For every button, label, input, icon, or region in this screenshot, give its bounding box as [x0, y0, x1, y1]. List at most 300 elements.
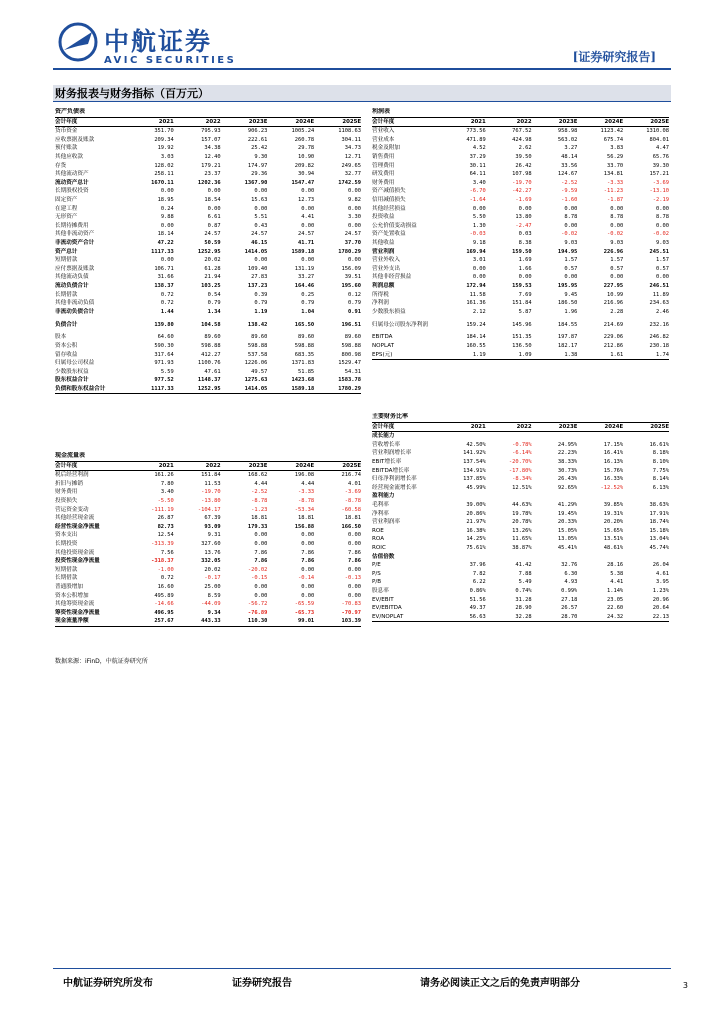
row-label: 少数股东权益 — [55, 368, 89, 375]
row-value: 151.84 — [512, 300, 532, 307]
row-value: 675.74 — [603, 136, 624, 143]
row-label: 管理费用 — [372, 162, 395, 169]
row-value: -5.50 — [157, 498, 174, 505]
row-value: 1108.63 — [338, 128, 361, 135]
table-title-row — [372, 413, 669, 422]
row-label: EBITDA增长率 — [372, 467, 410, 474]
header-label: 会计年度 — [372, 422, 440, 432]
footer-publisher: 中航证券研究所发布 — [63, 978, 153, 989]
row-label: ROE — [372, 527, 384, 534]
header-label: 会计年度 — [372, 117, 440, 127]
row-value: 0.00 — [160, 188, 174, 195]
row-value: 194.95 — [557, 248, 578, 255]
row-value: 11.53 — [204, 480, 221, 487]
row-value: 443.33 — [174, 617, 221, 626]
row-value: 151.35 — [512, 334, 532, 341]
row-value: -1.00 — [157, 566, 174, 573]
row-label: 营业外收入 — [372, 257, 400, 264]
year-header: 2024E — [577, 117, 623, 127]
year-header: 2025E — [314, 117, 361, 127]
row-value: 49.57 — [251, 368, 268, 375]
row-value: 222.61 — [247, 136, 268, 143]
row-value: 0.00 — [472, 265, 486, 272]
row-value: 67.39 — [204, 515, 221, 522]
row-value: 82.73 — [157, 523, 174, 530]
row-value: 19.92 — [157, 145, 174, 152]
row-value: 7.69 — [518, 291, 532, 298]
row-value: 226.96 — [603, 248, 624, 255]
row-label: 其他流动负债 — [55, 274, 89, 281]
table-row — [55, 333, 361, 342]
table-row — [372, 136, 669, 145]
row-value: 47.22 — [157, 240, 174, 246]
row-value: 20.33% — [557, 519, 578, 526]
row-value: 0.00 — [301, 541, 315, 548]
row-value: 39.30 — [652, 162, 669, 169]
row-value: 598.88 — [294, 342, 315, 349]
row-value: 195.95 — [557, 282, 578, 289]
row-value: 977.52 — [154, 377, 174, 384]
row-value: 3.40 — [160, 489, 174, 496]
table-row — [372, 518, 669, 527]
ratio-group-label: 盈利能力 — [372, 493, 395, 500]
row-value: 8.18% — [652, 450, 669, 457]
row-value: 12.71 — [344, 154, 361, 161]
row-value: -0.02 — [606, 231, 624, 238]
row-value: 41.42 — [515, 562, 532, 569]
row-value: 1.30 — [472, 222, 486, 229]
row-value: 45.99% — [466, 484, 486, 491]
row-value: 22.23% — [557, 450, 578, 457]
row-value: -2.47 — [515, 222, 532, 229]
row-label: 销售费用 — [372, 154, 395, 161]
row-value: 2.62 — [518, 145, 532, 152]
row-value: -111.19 — [151, 506, 174, 513]
row-value: 49.37 — [469, 605, 486, 612]
row-value: 1589.18 — [267, 385, 314, 394]
table-title-row — [55, 452, 361, 461]
row-value: 1414.05 — [244, 248, 268, 255]
table-row — [372, 153, 669, 162]
row-value: 64.60 — [157, 334, 174, 341]
row-value: 47.61 — [204, 368, 221, 375]
table-row — [372, 308, 669, 317]
row-value: 0.00 — [656, 274, 669, 281]
row-label: 营业利润 — [372, 248, 395, 255]
row-value: 38.63% — [649, 502, 669, 509]
row-value: 30.11 — [469, 162, 486, 169]
row-value: 109.40 — [247, 265, 268, 272]
row-value: 26.42 — [515, 162, 532, 169]
row-label: 毛利率 — [372, 502, 389, 509]
year-header: 2023E — [221, 117, 268, 127]
row-value: 249.65 — [341, 162, 361, 169]
row-value: 8.78 — [564, 214, 578, 221]
row-label: 应付票据及账款 — [55, 265, 95, 272]
row-value: 20.64 — [652, 605, 669, 612]
row-value: 7.56 — [160, 549, 174, 556]
row-value: 8.59 — [207, 592, 221, 599]
row-value: 39.00% — [466, 502, 486, 509]
table-row — [372, 265, 669, 274]
row-value: 0.00 — [472, 274, 486, 281]
row-value: 29.36 — [251, 171, 268, 178]
row-value: -0.02 — [561, 231, 578, 238]
row-label: 其他经营损益 — [372, 205, 406, 212]
table-row — [372, 578, 669, 587]
row-value: 1780.29 — [338, 248, 361, 255]
row-value: 304.11 — [341, 136, 361, 143]
row-value: 13.05% — [557, 536, 578, 543]
row-value: 24.57 — [251, 231, 268, 238]
row-value: 1.09 — [486, 350, 532, 359]
row-value: 20.20% — [603, 519, 624, 526]
row-label: ROA — [372, 536, 385, 543]
row-value: 2.46 — [656, 308, 669, 315]
row-value: 103.39 — [314, 617, 361, 626]
row-label: 财务费用 — [55, 489, 78, 496]
row-value: 767.52 — [512, 128, 532, 135]
table-row — [372, 196, 669, 205]
row-value: 11.65% — [512, 536, 532, 543]
row-value: 159.24 — [466, 321, 486, 328]
row-label: 长期借款 — [55, 575, 78, 582]
row-value: -2.52 — [561, 179, 578, 186]
table-row — [372, 248, 669, 257]
table-row — [55, 136, 361, 145]
row-value: 6.13% — [652, 484, 669, 491]
row-label: 长期借款 — [55, 291, 78, 298]
row-value: 227.95 — [603, 282, 624, 289]
year-header: 2023E — [532, 422, 578, 432]
row-value: -3.69 — [652, 179, 669, 186]
row-value: 0.00 — [160, 222, 174, 229]
row-value: -6.14% — [512, 450, 532, 457]
row-value: 50.59 — [204, 240, 221, 246]
row-value: 12.54 — [157, 532, 174, 539]
row-value: 29.78 — [297, 145, 315, 152]
table-row — [55, 282, 361, 291]
table-row — [372, 187, 669, 196]
row-value: 7.86 — [348, 549, 361, 556]
table-row — [55, 592, 361, 601]
row-value: 9.30 — [254, 154, 268, 161]
row-value: 12.51% — [512, 484, 532, 491]
row-value: 11.89 — [652, 291, 669, 298]
row-value: 8.10% — [652, 459, 669, 466]
table-row — [372, 342, 669, 351]
row-value: 230.18 — [649, 342, 669, 349]
row-value: 137.54% — [463, 459, 486, 466]
row-value: 0.00 — [564, 274, 578, 281]
row-value: 0.00 — [254, 205, 268, 212]
row-value: -8.78 — [344, 498, 361, 505]
row-label: 现金流量净额 — [55, 617, 127, 626]
row-value: 16.60 — [157, 584, 174, 590]
row-value: 1.66 — [518, 265, 532, 272]
row-value: 0.99% — [561, 587, 578, 594]
row-value: 1.34 — [207, 308, 221, 315]
row-value: 17.91% — [649, 510, 669, 517]
table-row — [55, 342, 361, 351]
row-label: 在建工程 — [55, 205, 78, 212]
table-row — [372, 273, 669, 282]
row-value: 1414.05 — [221, 385, 268, 394]
table-row — [55, 359, 361, 368]
row-value: 598.88 — [247, 342, 268, 349]
table-row — [372, 144, 669, 153]
row-value: 92.65% — [557, 484, 578, 491]
row-label: 长期股权投资 — [55, 188, 89, 195]
row-value: -0.03 — [469, 231, 486, 238]
row-value: -13.80 — [201, 498, 221, 505]
row-value: 151.84 — [201, 472, 221, 479]
table-row — [372, 179, 669, 188]
row-value: -19.70 — [512, 179, 532, 186]
row-value: 0.00 — [348, 532, 361, 539]
row-value: -0.02 — [652, 231, 669, 238]
row-value: 19.78% — [512, 510, 532, 517]
row-value: 37.96 — [469, 562, 486, 569]
row-value: 56.63 — [440, 613, 486, 622]
row-value: 1670.11 — [151, 179, 174, 186]
row-value: 196.51 — [341, 321, 361, 328]
row-value: 28.90 — [515, 605, 532, 612]
table-row — [55, 290, 361, 299]
table-row — [55, 471, 361, 480]
row-label: 资产总计 — [55, 248, 78, 255]
table-row — [55, 488, 361, 497]
table-row — [55, 127, 361, 136]
row-label: 投资收益 — [372, 214, 395, 221]
row-value: 3.40 — [472, 179, 486, 186]
row-value: 8.78 — [656, 214, 669, 221]
table-row — [372, 350, 669, 359]
row-value: 15.76% — [603, 467, 624, 474]
row-label: 应收票据及账款 — [55, 136, 95, 143]
row-label: ROIC — [372, 545, 386, 551]
row-value: 7.86 — [254, 558, 268, 565]
row-label: 流动负债合计 — [55, 282, 89, 289]
row-value: 1117.33 — [151, 248, 174, 255]
row-value: -53.34 — [294, 506, 315, 513]
table-row — [372, 613, 669, 622]
row-value: 18.95 — [157, 197, 174, 204]
row-value: 8.78 — [610, 214, 624, 221]
row-value: 495.89 — [154, 592, 174, 599]
row-value: 31.28 — [515, 596, 532, 603]
table-row — [372, 527, 669, 536]
row-label: 资本支出 — [55, 532, 78, 539]
row-value: 156.88 — [294, 523, 315, 530]
row-value: 24.57 — [297, 231, 315, 238]
row-value: 0.57 — [610, 265, 624, 272]
row-value: 51.85 — [297, 368, 315, 375]
row-label: 非流动负债合计 — [55, 308, 95, 315]
row-value: 795.93 — [201, 128, 221, 135]
row-value: -12.52% — [600, 484, 624, 491]
row-label: 其他经营现金流 — [55, 515, 95, 522]
row-value: 32.77 — [344, 171, 361, 178]
row-value: 39.50 — [515, 154, 532, 161]
table-row — [372, 256, 669, 265]
row-value: 41.29% — [557, 502, 578, 509]
row-value: 0.00 — [254, 584, 268, 590]
row-value: 13.26% — [512, 527, 532, 534]
year-header: 2023E — [221, 461, 268, 471]
table-row — [372, 290, 669, 299]
row-value: 5.50 — [472, 214, 486, 221]
row-value: 33.70 — [606, 162, 624, 169]
row-value: 683.35 — [294, 351, 315, 358]
row-value: 18.54 — [204, 197, 221, 204]
row-value: 214.69 — [603, 321, 624, 328]
year-header: 2023E — [532, 117, 578, 127]
row-value: 1252.95 — [174, 385, 221, 394]
table-row — [55, 230, 361, 239]
table-title: 资产负债表 — [55, 108, 86, 116]
row-value: 51.56 — [469, 596, 486, 603]
row-value: 136.50 — [512, 342, 532, 349]
row-value: 20.96 — [652, 596, 669, 603]
row-value: 13.76 — [204, 549, 221, 556]
row-value: 9.34 — [207, 609, 221, 616]
row-value: 99.01 — [267, 617, 314, 626]
row-value: 4.47 — [656, 145, 669, 152]
row-value: 22.60 — [606, 605, 624, 612]
table-row — [55, 153, 361, 162]
balance-sheet-table — [55, 108, 361, 394]
row-value: 157.21 — [649, 171, 669, 178]
row-value: 164.46 — [294, 282, 315, 289]
year-header: 2024E — [267, 117, 314, 127]
row-label: 其他收益 — [372, 240, 395, 246]
row-value: 800.98 — [341, 351, 361, 358]
year-header: 2025E — [623, 117, 669, 127]
cash-flow-table — [55, 452, 361, 627]
table-row — [55, 239, 361, 248]
row-value: -13.10 — [649, 188, 669, 195]
table-row — [372, 299, 669, 308]
row-value: 4.41 — [301, 214, 315, 221]
table-title: 主要财务比率 — [372, 413, 409, 421]
ratio-group-row — [372, 432, 669, 441]
row-value: 22.13 — [623, 613, 669, 622]
row-value: 2.12 — [472, 308, 486, 315]
row-label: 税后经营利润 — [55, 472, 89, 479]
row-value: 971.93 — [154, 360, 174, 367]
row-value: 159.50 — [512, 248, 532, 255]
row-value: 260.78 — [294, 136, 315, 143]
row-value: 2.28 — [610, 308, 624, 315]
row-value: 0.79 — [254, 300, 268, 307]
row-value: 8.38 — [518, 240, 532, 246]
row-value: 16.41% — [603, 450, 624, 457]
row-value: -76.89 — [247, 609, 268, 616]
row-value: 18.81 — [297, 515, 315, 522]
row-value: 0.24 — [160, 205, 174, 212]
page-number: 3 — [682, 981, 688, 990]
table-row — [372, 316, 669, 333]
row-value: 196.08 — [294, 472, 315, 479]
row-value: -44.09 — [201, 601, 221, 608]
table-row — [372, 587, 669, 596]
row-value: 179.33 — [247, 523, 268, 530]
row-label: 公允价值变动损益 — [372, 222, 417, 229]
row-value: 804.01 — [649, 136, 669, 143]
row-value: -104.17 — [197, 506, 221, 513]
row-value: 1.57 — [656, 257, 669, 264]
year-header: 2022 — [174, 461, 221, 471]
row-value: 0.00 — [610, 222, 624, 229]
table-row — [372, 510, 669, 519]
row-value: 234.63 — [649, 300, 669, 307]
row-value: 257.67 — [127, 617, 174, 626]
row-value: 195.60 — [341, 282, 361, 289]
table-row — [55, 222, 361, 231]
row-value: 229.06 — [603, 334, 624, 341]
row-label: 负债合计 — [55, 321, 78, 328]
row-value: 246.82 — [649, 334, 669, 341]
row-value: 186.50 — [557, 300, 578, 307]
row-value: 38.33% — [557, 459, 578, 466]
footer-divider — [53, 968, 671, 969]
row-value: 0.00 — [518, 205, 532, 212]
table-row — [55, 600, 361, 609]
row-value: 0.00 — [301, 566, 315, 573]
row-value: 1.69 — [518, 257, 532, 264]
row-label: 筹资性现金净流量 — [55, 609, 100, 616]
row-value: -2.52 — [251, 489, 268, 496]
row-value: 0.87 — [207, 222, 221, 229]
table-row — [372, 239, 669, 248]
row-value: 773.56 — [466, 128, 486, 135]
row-value: -9.59 — [561, 188, 578, 195]
row-value: -1.64 — [469, 197, 486, 204]
row-value: 1.14% — [606, 587, 624, 594]
row-value: 7.82 — [472, 570, 486, 577]
row-value: 0.00 — [301, 584, 315, 590]
table-row — [372, 230, 669, 239]
row-value: 245.51 — [649, 248, 669, 255]
table-row — [55, 480, 361, 489]
row-value: -56.72 — [247, 601, 268, 608]
row-value: 4.44 — [254, 480, 268, 487]
row-value: 13.51% — [603, 536, 624, 543]
row-value: 24.57 — [344, 231, 361, 238]
row-value: 0.00 — [301, 257, 315, 264]
row-value: 20.86% — [466, 510, 486, 517]
row-value: 16.38% — [466, 527, 486, 534]
row-value: 45.74% — [649, 545, 669, 551]
row-value: 10.99 — [606, 291, 624, 298]
row-value: -1.69 — [515, 197, 532, 204]
row-value: 184.55 — [557, 321, 578, 328]
table-row — [372, 535, 669, 544]
row-value: 598.88 — [341, 342, 361, 349]
row-value: 169.94 — [466, 248, 486, 255]
row-label: 净利润 — [372, 300, 389, 307]
row-label: 其他非经营损益 — [372, 274, 412, 281]
row-value: 258.11 — [154, 171, 174, 178]
row-value: 3.03 — [160, 154, 174, 161]
row-value: -11.23 — [603, 188, 624, 195]
row-value: 9.31 — [207, 532, 221, 539]
row-value: 11.58 — [469, 291, 486, 298]
table-row — [372, 213, 669, 222]
row-value: 1.57 — [610, 257, 624, 264]
row-value: 34.38 — [204, 145, 221, 152]
